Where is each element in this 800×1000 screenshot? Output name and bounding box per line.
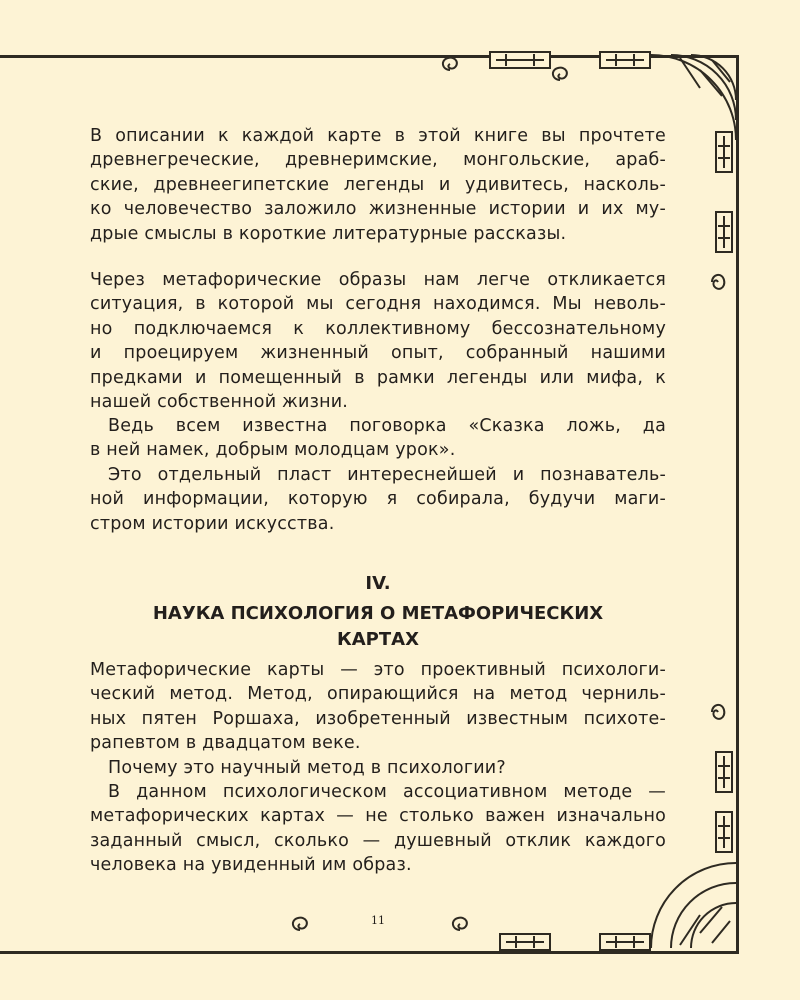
text-line: В данном психологическом ассоциативном методе — bbox=[108, 782, 666, 802]
text-line: человека на увиденный им образ. bbox=[90, 855, 412, 876]
text-line: заданный смысл, сколько — душевный отклик каждого bbox=[90, 830, 666, 851]
paragraph-2 bbox=[90, 268, 666, 414]
text-line: Через метафорические образы нам легче откликается bbox=[90, 270, 666, 290]
text-line: дрые смыслы в короткие литературные рассказы. bbox=[90, 223, 567, 244]
paragraph-3 bbox=[90, 414, 666, 463]
section-title-line: НАУКА ПСИХОЛОГИЯ О МЕТАФОРИЧЕСКИХ bbox=[152, 603, 604, 624]
text-line: древнегреческие, древнеримские, монгольские, араб- bbox=[90, 150, 666, 171]
text-line: Это отдельный пласт интереснейшей и познаватель- bbox=[108, 465, 666, 485]
text-line: Ведь всем известна поговорка «Сказка ложь, да bbox=[108, 416, 666, 436]
text-line: в ней намек, добрым молодцам урок». bbox=[90, 440, 456, 461]
text-line: ситуация, в которой мы сегодня находимся. Мы неволь- bbox=[90, 294, 666, 315]
section-title bbox=[90, 601, 666, 653]
text-line: нашей собственной жизни. bbox=[90, 392, 349, 413]
text-line: Метафорические карты — это проективный психологи- bbox=[90, 660, 666, 680]
text-line: ной информации, которую я собирала, будучи маги- bbox=[90, 489, 666, 510]
section-title-line: КАРТАХ bbox=[337, 629, 419, 650]
text-line: ческий метод. Метод, опирающийся на метод черниль- bbox=[90, 684, 666, 705]
section-number: IV. bbox=[365, 573, 391, 594]
text-line: стром истории искусства. bbox=[90, 513, 335, 534]
paragraph-4 bbox=[90, 463, 666, 536]
paragraph-7 bbox=[90, 780, 666, 878]
page-number: 11 bbox=[371, 914, 385, 927]
text-line: предками и помещенный в рамки легенды или мифа, к bbox=[90, 367, 666, 388]
paragraph-1 bbox=[90, 124, 666, 246]
text-line: но подключаемся к коллективному бессознательному bbox=[90, 318, 666, 339]
text-line: ных пятен Роршаха, изобретенный известным психоте- bbox=[90, 708, 666, 729]
text-line: метафорических картах — не столько важен изначально bbox=[90, 806, 666, 827]
text-line: ко человечество заложило жизненные истории и их му- bbox=[90, 199, 666, 220]
text-line: ские, древнеегипетские легенды и удивитесь, насколь- bbox=[90, 174, 666, 195]
paragraph-5 bbox=[90, 658, 666, 756]
text-line: рапевтом в двадцатом веке. bbox=[90, 733, 361, 754]
text-line: В описании к каждой карте в этой книге вы прочтете bbox=[90, 126, 666, 146]
paragraph-6 bbox=[90, 756, 666, 780]
text-line: и проецируем жизненный опыт, собранный нашими bbox=[90, 343, 666, 364]
text-line: Почему это научный метод в психологии? bbox=[108, 758, 506, 778]
